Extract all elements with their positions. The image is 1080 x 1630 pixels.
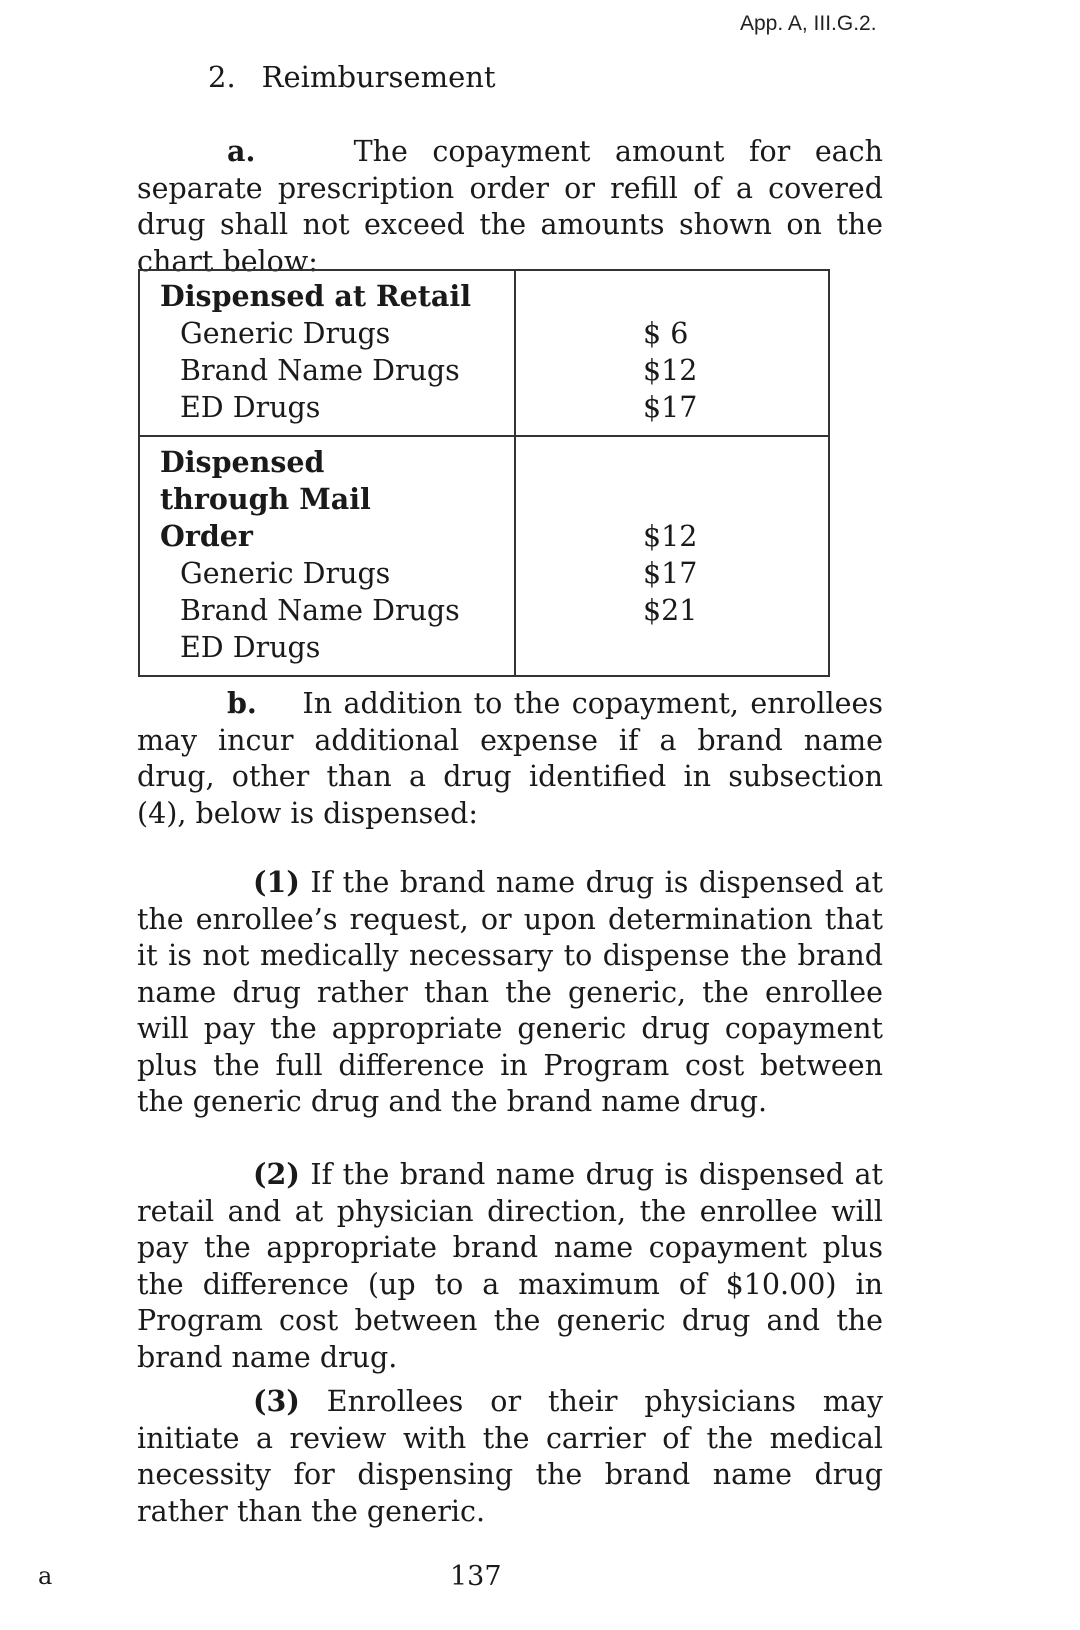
section-title: Reimbursement — [261, 60, 496, 94]
paragraph-a-lead — [137, 135, 354, 168]
retail-labels-cell — [139, 270, 515, 436]
retail-amount-generic: $ 6 — [643, 317, 689, 350]
retail-item-ed: ED Drugs — [180, 391, 321, 424]
paragraph-a-text: The copayment amount for each separate prescription order or refill of a covered drug shall not exceed the amounts shown on the chart below: — [137, 135, 883, 278]
paragraph-a-label: a. — [227, 134, 256, 168]
retail-amount-brand-name: $12 — [643, 354, 698, 387]
retail-amount-ed: $17 — [643, 391, 698, 424]
mail-amount-generic: $12 — [643, 520, 698, 553]
subsection-1 — [137, 864, 883, 1121]
subsection-3 — [137, 1383, 883, 1530]
paragraph-b-label: b. — [227, 686, 257, 720]
table-row-retail — [139, 270, 829, 436]
section-number: 2. — [208, 60, 236, 94]
paragraph-b-text: In addition to the copayment, enrollees may incur additional expense if a brand name drug, other than a drug identified in subsection (4), below is dispensed: — [137, 687, 883, 830]
group-title-retail: Dispensed at Retail — [160, 279, 472, 313]
paragraph-b-lead — [137, 687, 303, 720]
subsection-3-label: (3) — [253, 1384, 300, 1418]
retail-item-brand-name: Brand Name Drugs — [180, 354, 460, 387]
mail-item-generic: Generic Drugs — [180, 557, 391, 590]
retail-item-generic: Generic Drugs — [180, 317, 391, 350]
page-number: 137 — [450, 1561, 502, 1592]
mail-amounts-cell — [515, 436, 829, 676]
mail-labels-cell — [139, 436, 515, 676]
section-heading — [208, 60, 496, 94]
mail-amount-ed: $21 — [643, 594, 698, 627]
subsection-2-text: If the brand name drug is dispensed at retail and at physician direction, the enrollee will pay the appropriate brand name copayment plus the difference (up to a maximum of $10.00) in Program cost between the generic drug and the brand name drug. — [137, 1158, 883, 1374]
mail-item-ed: ED Drugs — [180, 631, 321, 664]
copayment-table — [138, 269, 830, 677]
paragraph-a — [137, 133, 883, 280]
subsection-1-label: (1) — [253, 865, 300, 899]
subsection-2 — [137, 1156, 883, 1376]
subsection-3-text: Enrollees or their physicians may initiate a review with the carrier of the medical necessity for dispensing the brand name drug rather than the generic. — [137, 1385, 883, 1528]
retail-amounts-cell — [515, 270, 829, 436]
margin-mark: a — [38, 1562, 53, 1590]
group-title-mail-order: Dispensed through Mail Order — [160, 445, 371, 553]
paragraph-b — [137, 685, 883, 832]
table-row-mail-order — [139, 436, 829, 676]
mail-item-brand-name: Brand Name Drugs — [180, 594, 460, 627]
page-reference: App. A, III.G.2. — [740, 12, 877, 35]
mail-amount-brand-name: $17 — [643, 557, 698, 590]
subsection-2-label: (2) — [253, 1157, 300, 1191]
subsection-1-text: If the brand name drug is dispensed at the enrollee’s request, or upon determination that it is not medically necessary to dispense the brand name drug rather than the generic, the enrollee will pay the appropriate generic drug copayment plus the full difference in Program cost between the generic drug and the brand name drug. — [137, 866, 883, 1118]
